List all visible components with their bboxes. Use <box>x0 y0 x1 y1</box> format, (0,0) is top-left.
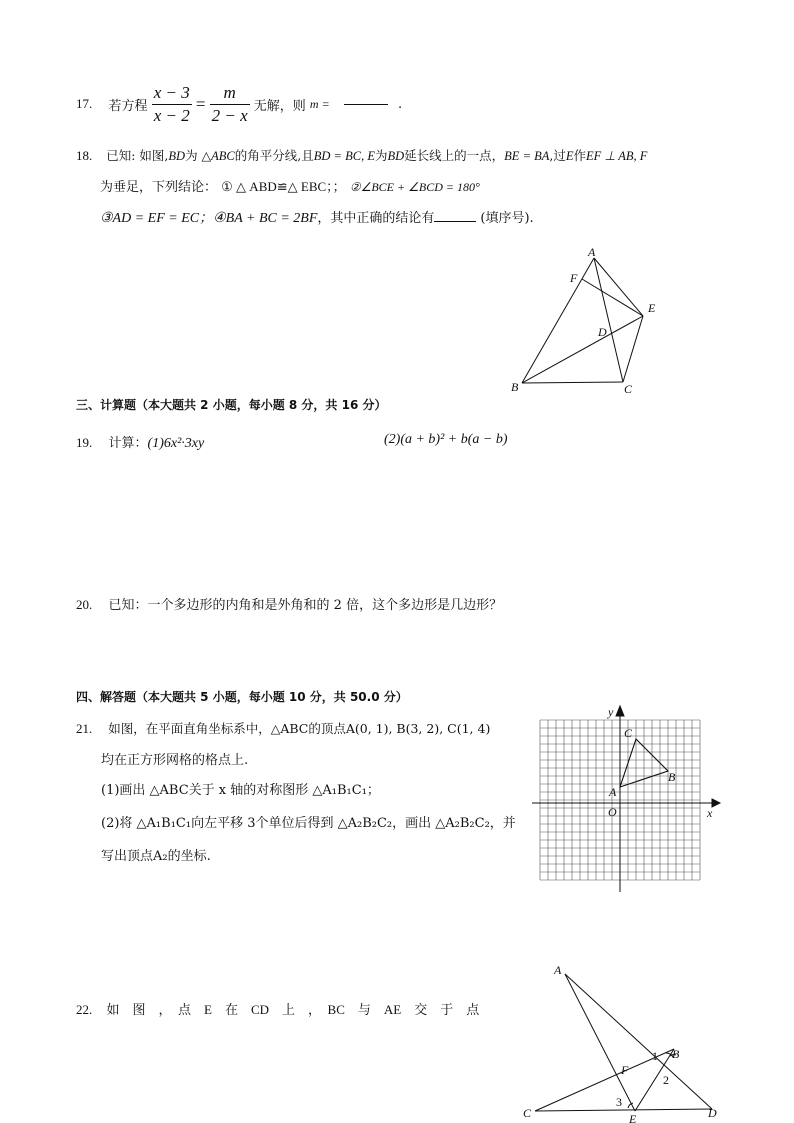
segment-BC <box>522 382 623 383</box>
question-text: 已知: 如图, <box>106 148 169 163</box>
point-label-E: E <box>648 301 656 315</box>
question-text: 作 <box>573 148 587 163</box>
fraction-denominator: x − 2 <box>153 106 190 125</box>
segment-AB <box>522 258 594 383</box>
fraction-denominator: 2 − x <box>211 106 248 125</box>
math-text: E <box>565 149 574 163</box>
section-4-heading: 四、解答题（本大题共 5 小题，每小题 10 分，共 50.0 分） <box>76 690 408 704</box>
question-22 <box>76 999 479 1018</box>
segment-AE <box>565 974 635 1111</box>
point-label-B: B <box>672 1047 680 1061</box>
figure-18 <box>500 244 670 394</box>
math-text: EF ⊥ AB, F <box>586 149 648 163</box>
period: . <box>397 97 403 112</box>
part-1: (1)6x²·3xy <box>147 436 205 451</box>
question-19 <box>76 432 204 452</box>
figure-22 <box>520 962 730 1123</box>
angle-label-2: 2 <box>663 1073 669 1087</box>
answer-blank[interactable] <box>434 221 476 222</box>
segment-AE <box>594 258 643 316</box>
segment-AD <box>565 974 712 1109</box>
point-label-F: F <box>570 271 578 285</box>
origin-label: O <box>608 805 617 819</box>
question-19-part-2 <box>384 432 508 448</box>
point-label-C: C <box>624 382 633 394</box>
math-text: BD <box>387 149 405 163</box>
segment-FE <box>582 279 643 316</box>
math-text: ABC <box>211 149 235 163</box>
question-17 <box>76 82 402 127</box>
point-label-D: D <box>598 325 607 339</box>
question-text: 无解，则 <box>253 99 306 114</box>
question-18-line-1 <box>76 146 647 164</box>
question-18-line-3 <box>100 207 534 227</box>
point-label-A: A <box>609 785 617 799</box>
point-label-C: C <box>624 726 633 740</box>
point-label-C: C <box>523 1106 532 1120</box>
question-21-line-4: (2)将 △A₁B₁C₁向左平移 3个单位后得到 △A₂B₂C₂，画出 △A₂B₂C₂，并 <box>101 816 516 831</box>
fraction-numerator: m <box>210 82 250 105</box>
fraction-left <box>152 82 192 127</box>
answer-variable: m = <box>309 97 330 111</box>
axis-label-x: x <box>707 806 713 820</box>
question-text: 计算： <box>108 436 148 451</box>
point-label-A: A <box>588 245 596 259</box>
question-text: 如图，在平面直角坐标系中，△ABC的顶点A(0, 1), B(3, 2), C(1, 4) <box>108 721 491 736</box>
question-text: 已知：一个多边形的内角和是外角和的 2 倍，这个多边形是几边形？ <box>108 598 503 613</box>
point-label-B: B <box>511 380 519 394</box>
point-label-D: D <box>708 1106 717 1120</box>
answer-blank[interactable] <box>344 104 388 105</box>
question-21-line-1 <box>76 719 490 737</box>
question-text: (填序号). <box>480 211 534 226</box>
question-18-line-2 <box>100 176 480 195</box>
question-text: 的角平分线,且 <box>234 148 314 163</box>
conclusion-1: ① △ ABD≌△ EBC；； <box>221 179 346 194</box>
fraction-numerator: x − 3 <box>152 82 192 105</box>
math-text: BD <box>168 149 186 163</box>
angle-label-1: 1 <box>652 1049 658 1063</box>
x-axis-arrow <box>712 799 720 807</box>
question-21-line-2: 均在正方形网格的格点上. <box>101 753 249 768</box>
math-text: BE = BA <box>504 149 550 163</box>
equals-sign: = <box>195 94 206 114</box>
segment-AC <box>594 258 623 382</box>
angle-label-3: 3 <box>616 1095 622 1109</box>
question-text: 为 △ <box>185 148 212 163</box>
point-label-E: E <box>629 1112 637 1123</box>
conclusion-2: ②∠BCE + ∠BCD = 180° <box>349 180 480 194</box>
y-axis-arrow <box>616 706 624 716</box>
section-3-heading: 三、计算题（本大题共 2 小题，每小题 8 分，共 16 分） <box>76 398 387 412</box>
question-number: 22. <box>76 1002 93 1017</box>
segment-CD <box>535 1109 712 1111</box>
question-20 <box>76 594 502 613</box>
question-number: 19. <box>76 435 93 450</box>
question-text: 为垂足，下列结论： <box>100 180 218 195</box>
point-label-B: B <box>668 770 676 784</box>
math-text: BD = BC, E <box>313 149 375 163</box>
question-number: 17. <box>76 96 93 111</box>
axis-label-y: y <box>608 705 614 719</box>
question-text: 为 <box>374 148 388 163</box>
question-number: 21. <box>76 721 93 736</box>
conclusions-3-4: ③AD = EF = EC；④BA + BC = 2BF <box>100 211 318 226</box>
question-21-line-5: 写出顶点A₂的坐标. <box>101 849 211 864</box>
point-label-F: F <box>621 1063 629 1077</box>
question-text: 若方程 <box>108 99 148 114</box>
question-text: 延长线上的一点， <box>404 148 505 163</box>
segment-BE <box>522 316 643 383</box>
question-text: ，其中正确的结论有 <box>317 211 435 226</box>
question-21-line-3: (1)画出 △ABC关于 x 轴的对称图形 △A₁B₁C₁； <box>101 783 380 798</box>
question-text: 如 图 ， 点 E 在 CD 上 ， BC 与 AE 交 于 点 <box>106 1002 480 1017</box>
part-2: (2)(a + b)² + b(a − b) <box>384 432 508 447</box>
question-text: ,过 <box>549 148 566 163</box>
fraction-right <box>210 82 250 127</box>
question-number: 18. <box>76 148 93 163</box>
figure-21-grid <box>532 704 722 894</box>
point-label-A: A <box>554 963 562 977</box>
question-number: 20. <box>76 597 93 612</box>
